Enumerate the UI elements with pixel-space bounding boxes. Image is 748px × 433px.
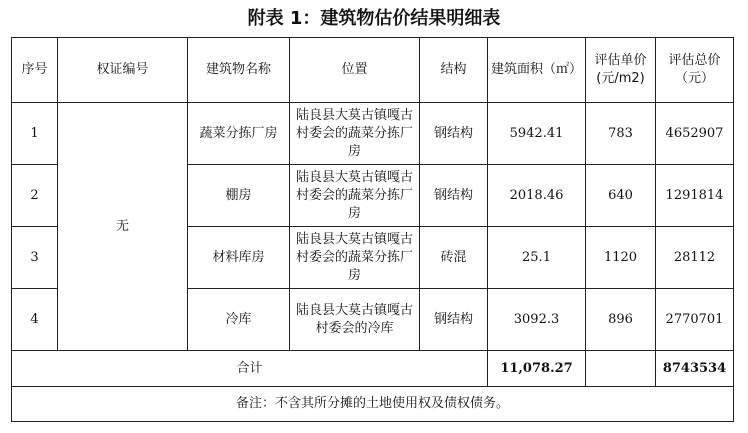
cert-number-cell: 无 <box>58 103 188 351</box>
valuation-table <box>11 37 734 422</box>
row-structure: 钢结构 <box>420 103 488 165</box>
row-building-name: 蔬菜分拣厂房 <box>188 103 290 165</box>
row-unit-price: 896 <box>586 289 656 351</box>
total-label: 合计 <box>12 351 488 387</box>
row-seq: 2 <box>12 165 58 227</box>
document-title: 附表 1：建筑物估价结果明细表 <box>247 8 501 29</box>
row-structure: 钢结构 <box>420 289 488 351</box>
row-total-price: 1291814 <box>656 165 734 227</box>
note-row <box>12 387 734 422</box>
row-location: 陆良县大莫古镇嘎古村委会的蔬菜分拣厂房 <box>290 103 420 165</box>
header-seq: 序号 <box>12 38 58 103</box>
row-seq: 3 <box>12 227 58 289</box>
row-area: 25.1 <box>488 227 586 289</box>
note-text: 备注：不含其所分摊的土地使用权及债权债务。 <box>12 387 734 422</box>
row-total-price: 4652907 <box>656 103 734 165</box>
header-area: 建筑面积（㎡） <box>488 38 586 103</box>
row-unit-price: 783 <box>586 103 656 165</box>
row-location: 陆良县大莫古镇嘎古村委会的冷库 <box>290 289 420 351</box>
row-area: 3092.3 <box>488 289 586 351</box>
row-area: 5942.41 <box>488 103 586 165</box>
row-building-name: 冷库 <box>188 289 290 351</box>
table-row <box>12 103 734 165</box>
header-name: 建筑物名称 <box>188 38 290 103</box>
total-area: 11,078.27 <box>488 351 586 387</box>
row-location: 陆良县大莫古镇嘎古村委会的蔬菜分拣厂房 <box>290 227 420 289</box>
row-unit-price: 1120 <box>586 227 656 289</box>
row-seq: 1 <box>12 103 58 165</box>
header-cert: 权证编号 <box>58 38 188 103</box>
total-unit-price <box>586 351 656 387</box>
row-building-name: 棚房 <box>188 165 290 227</box>
row-seq: 4 <box>12 289 58 351</box>
header-location: 位置 <box>290 38 420 103</box>
row-structure: 钢结构 <box>420 165 488 227</box>
header-structure: 结构 <box>420 38 488 103</box>
row-total-price: 2770701 <box>656 289 734 351</box>
header-total-price: 评估总价（元） <box>656 38 734 103</box>
row-total-price: 28112 <box>656 227 734 289</box>
row-building-name: 材料库房 <box>188 227 290 289</box>
header-unit-price: 评估单价(元/m2) <box>586 38 656 103</box>
total-row <box>12 351 734 387</box>
row-location: 陆良县大莫古镇嘎古村委会的蔬菜分拣厂房 <box>290 165 420 227</box>
header-row <box>12 38 734 103</box>
row-area: 2018.46 <box>488 165 586 227</box>
row-unit-price: 640 <box>586 165 656 227</box>
row-structure: 砖混 <box>420 227 488 289</box>
total-price: 8743534 <box>656 351 734 387</box>
